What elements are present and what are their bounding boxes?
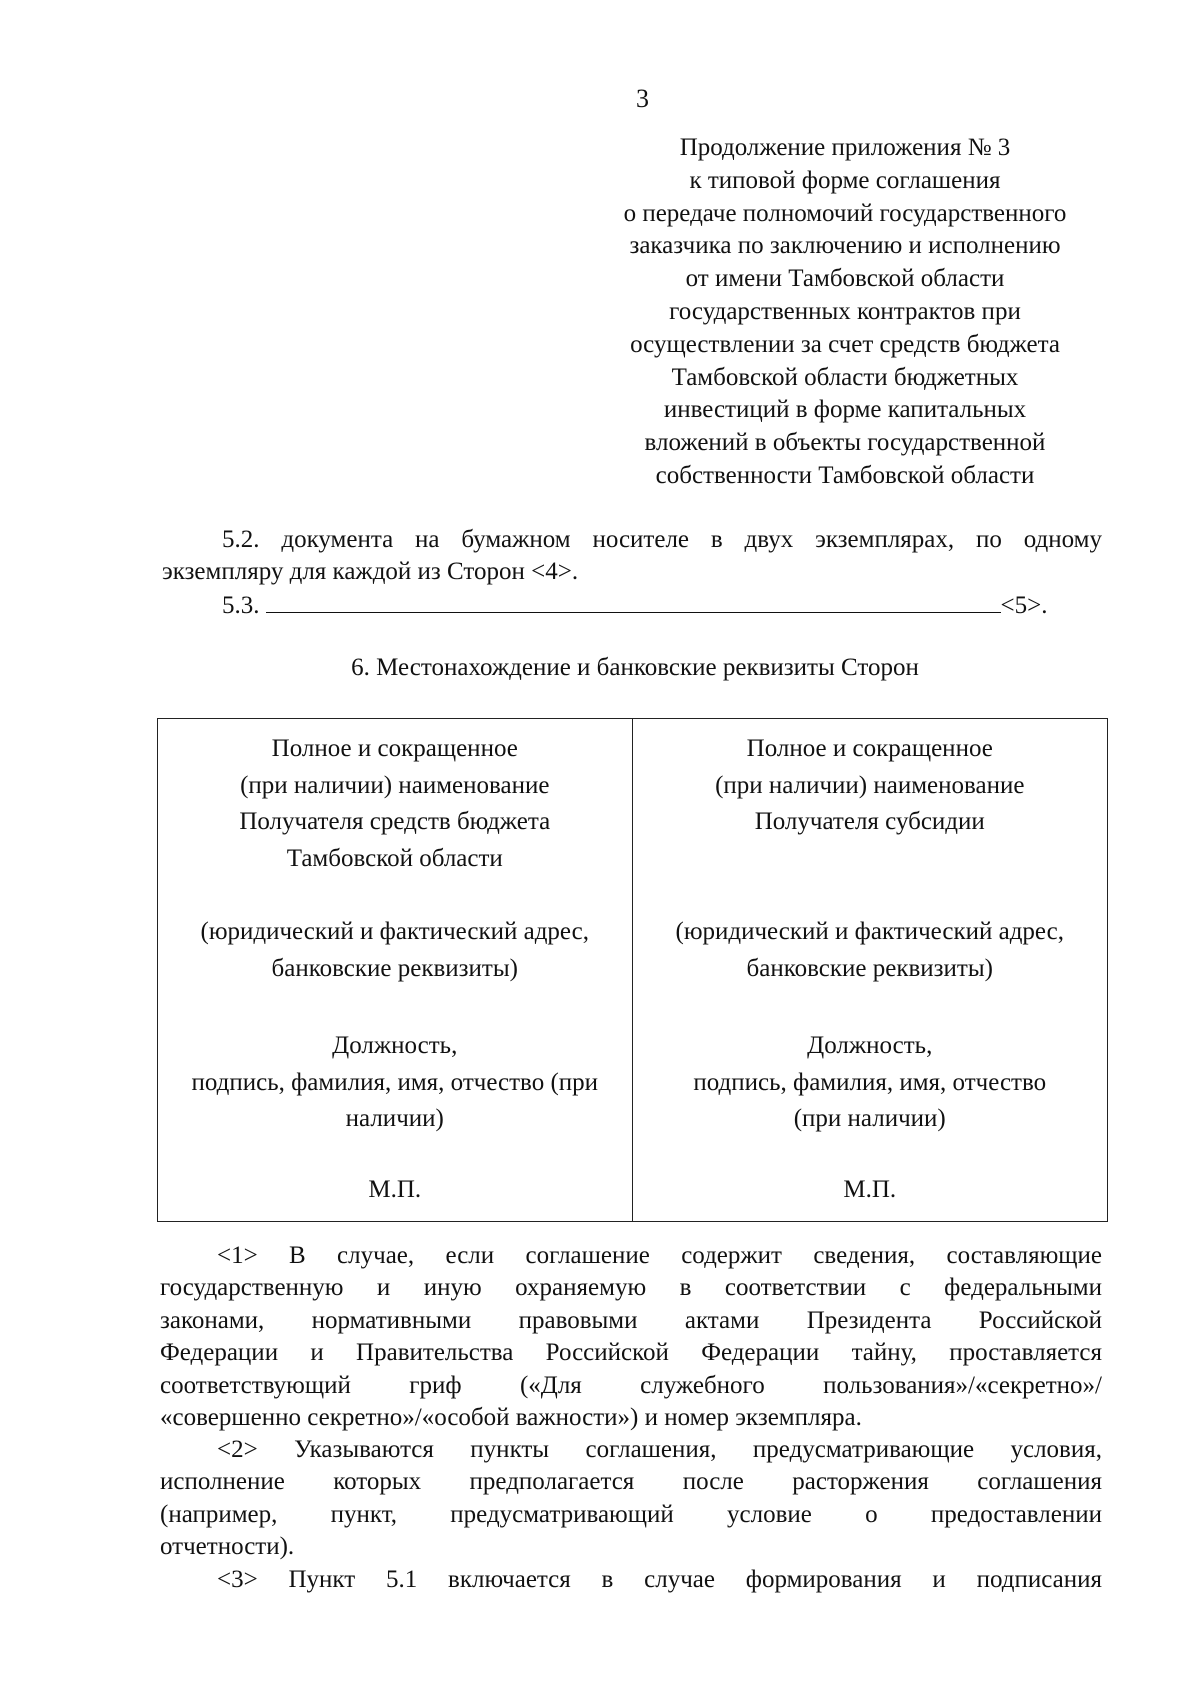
left-signature-line: наличии) (345, 1105, 444, 1132)
clause-5-2-line-2: экземпляру для каждой из Сторон <4>. (162, 558, 579, 585)
annex-header-line: вложений в объекты государственной (644, 429, 1046, 457)
footnote-line: «совершенно секретно»/«особой важности») и номер экземпляра. (160, 1404, 862, 1432)
annex-header-line: инвестиций в форме капитальных (663, 396, 1027, 424)
left-name-line: Тамбовской области (286, 844, 503, 872)
annex-header-line: Продолжение приложения № 3 (679, 134, 1011, 161)
annex-header-line: о передаче полномочий государственного (623, 199, 1067, 227)
annex-header-line: осуществлении за счет средств бюджета (630, 330, 1060, 358)
left-address-block (158, 914, 632, 987)
footnote-line: государственную и иную охраняемую в соответствии с федеральными (160, 1274, 1102, 1302)
clause-5-2-line-1: 5.2. документа на бумажном носителе в двух экземплярах, по одному (222, 526, 1102, 553)
requisites-right-column (633, 719, 1108, 1221)
left-signature-line: Должность, (332, 1032, 458, 1059)
left-name-line: Полное и сокращенное (271, 735, 518, 762)
annex-header-line: от имени Тамбовской области (685, 265, 1005, 293)
left-name-block (158, 731, 632, 877)
footnote-line: отчетности). (160, 1533, 295, 1561)
footnote-line: (например, пункт, предусматривающий условие о предоставлении (160, 1500, 1102, 1528)
annex-header-line: собственности Тамбовской области (655, 461, 1035, 489)
right-signature-line: Должность, (807, 1032, 933, 1059)
left-signature-block (158, 1028, 632, 1138)
clause-5-3-blank-line (266, 588, 1001, 613)
footnote-line: <1> В случае, если соглашение содержит сведения, составляющие (217, 1242, 1102, 1269)
left-name-line: (при наличии) наименование (240, 771, 550, 799)
footnote-line: соответствующий гриф («Для служебного пользования»/«секретно»/ (160, 1371, 1102, 1399)
right-address-line: (юридический и фактический адрес, (675, 918, 1064, 945)
right-signature-block (633, 1028, 1108, 1138)
right-name-line: Полное и сокращенное (746, 735, 993, 762)
footnote-line: исполнение которых предполагается после расторжения соглашения (160, 1468, 1102, 1496)
left-address-line: банковские реквизиты) (271, 954, 518, 982)
requisites-table (157, 718, 1108, 1222)
annex-header-line: государственных контрактов при (669, 297, 1021, 325)
right-name-line: (при наличии) наименование (715, 771, 1025, 799)
right-signature-line: подпись, фамилия, имя, отчество (693, 1068, 1047, 1096)
right-signature-line: (при наличии) (793, 1105, 946, 1132)
right-name-block (633, 731, 1108, 841)
right-name-line: Получателя субсидии (754, 808, 985, 835)
page-number: 3 (636, 84, 649, 113)
annex-header-line: Тамбовской области бюджетных (671, 363, 1019, 391)
clause-5-3-suffix: <5>. (1000, 592, 1048, 619)
footnote-line: законами, нормативными правовыми актами Президента Российской (160, 1306, 1102, 1334)
footnote-line: Федерации и Правительства Российской Федерации тайну, проставляется (160, 1339, 1102, 1367)
right-address-line: банковские реквизиты) (746, 954, 993, 982)
right-address-block (633, 914, 1108, 987)
section-6-title: 6. Местонахождение и банковские реквизиты Сторон (351, 654, 919, 681)
right-stamp: М.П. (843, 1176, 897, 1203)
clause-5-3 (222, 588, 1047, 622)
clause-5-3-number: 5.3. (222, 592, 260, 619)
left-name-line: Получателя средств бюджета (239, 808, 551, 835)
footnote-1 (160, 1240, 1102, 1434)
annex-header-line: к типовой форме соглашения (689, 166, 1001, 194)
left-address-line: (юридический и фактический адрес, (200, 918, 589, 945)
left-stamp: М.П. (368, 1176, 422, 1203)
annex-header-line: заказчика по заключению и исполнению (629, 232, 1061, 260)
annex-header (595, 132, 1095, 493)
footnote-line: <2> Указываются пункты соглашения, предусматривающие условия, (217, 1436, 1102, 1463)
footnote-3 (160, 1564, 1102, 1596)
footnote-line: <3> Пункт 5.1 включается в случае формирования и подписания (217, 1566, 1102, 1593)
left-signature-line: подпись, фамилия, имя, отчество (при (191, 1068, 599, 1096)
requisites-left-column (158, 719, 633, 1221)
footnote-2 (160, 1434, 1102, 1564)
